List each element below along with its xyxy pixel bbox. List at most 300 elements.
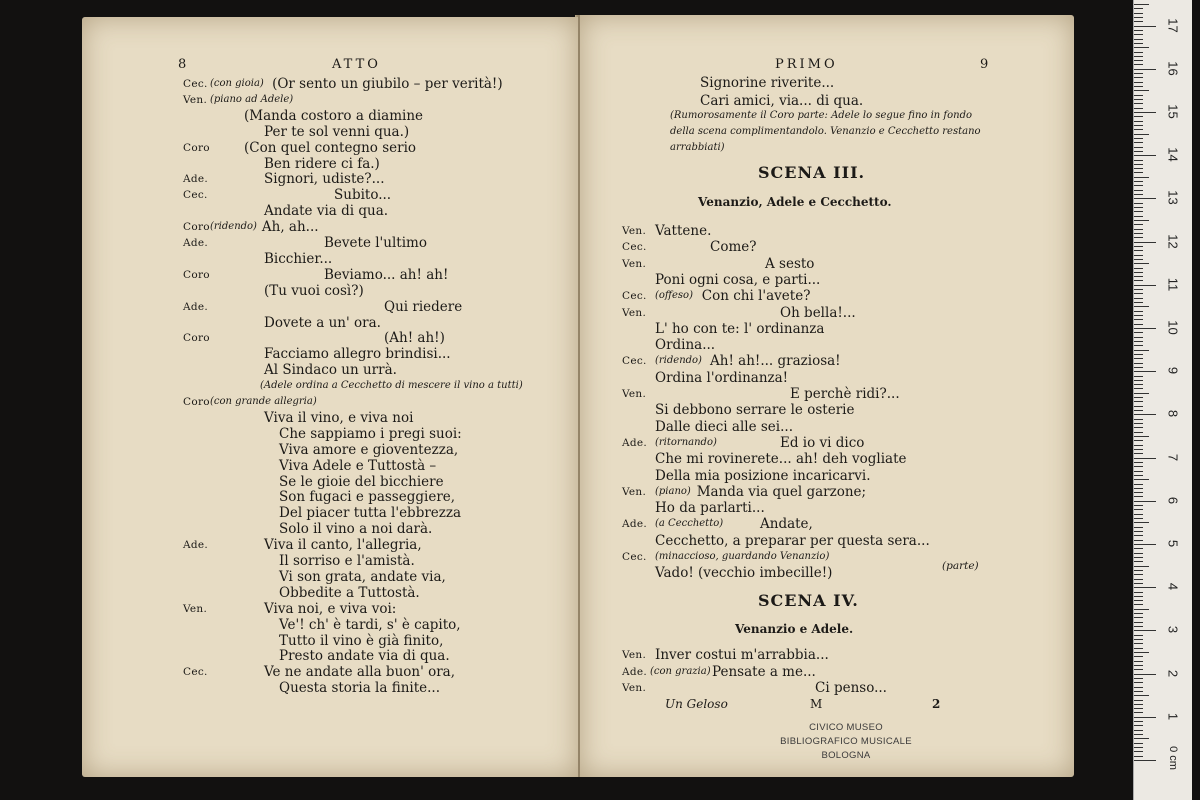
ruler-tick [1134,432,1143,433]
ruler-tick [1134,73,1143,74]
ruler-tick [1134,613,1143,614]
verse-line: Facciamo allegro brindisi... [264,346,451,363]
ruler-tick [1134,363,1143,364]
ruler-tick [1134,151,1143,152]
verse-line: Viva il vino, e viva noi [264,409,414,426]
ruler-tick [1134,380,1143,381]
speaker-label: Ade. [183,539,209,552]
ruler-tick [1134,574,1143,575]
ruler-tick [1134,678,1143,679]
ruler-tick [1134,509,1143,510]
stage-direction-line-3: arrabbiati) [670,142,725,153]
verse-line: Vattene. [655,223,712,239]
ruler-tick [1134,168,1143,169]
stage-direction-line-2: della scena complimentandolo. Venanzio e Cecchetto restano [670,126,981,137]
verse-line: Per te sol venni qua.) [264,123,410,140]
ruler-tick [1134,95,1143,96]
ruler-tick [1134,557,1143,558]
ruler-tick [1134,479,1149,480]
ruler-tick [1134,21,1143,22]
ruler-tick [1134,4,1149,5]
ruler-tick [1134,738,1149,739]
speaker-label: Coro [183,396,210,408]
ruler-tick [1134,540,1143,541]
ruler-tick [1134,43,1143,44]
ruler-tick [1134,255,1143,256]
ruler-tick [1134,561,1143,562]
measurement-ruler [1133,0,1192,800]
ruler-tick [1134,427,1143,428]
verse-line: Con chi l'avete? [701,288,811,305]
ruler-tick [1134,39,1143,40]
ruler-tick [1134,630,1156,631]
verse-line: Oh bella!... [780,304,856,321]
verse-line: Viva Adele e Tuttostà – [279,457,437,474]
verse-line: Pensate a me... [712,663,816,680]
scene-3-cast: Venanzio, Adele e Cecchetto. [698,195,892,209]
ruler-tick [1134,315,1143,316]
ruler-tick [1134,246,1143,247]
running-header-left: ATTO [332,57,381,72]
ruler-tick [1134,760,1156,761]
ruler-tick [1134,626,1143,627]
verse-line: Beviamo... ah! ah! [324,266,449,283]
left-page [82,17,578,777]
ruler-tick [1134,134,1149,135]
ruler-tick [1134,743,1143,744]
ruler-tick [1134,138,1143,139]
scene-4-cast: Venanzio e Adele. [735,622,854,636]
verse-line: (Or sento un giubilo – per verità!) [272,76,503,92]
ruler-tick [1134,600,1143,601]
speaker-label: Ven. [183,93,208,106]
ruler-tick [1134,639,1143,640]
ruler-tick [1134,30,1143,31]
ruler-tick [1134,393,1149,394]
stage-direction: (con gioia) [210,78,264,89]
ruler-tick [1134,691,1143,692]
speaker-label: Cec. [622,241,647,254]
ruler-tick [1134,484,1143,485]
ruler-tick [1134,518,1143,519]
ruler-tick [1134,354,1143,355]
ruler-tick [1134,622,1143,623]
ruler-tick [1134,704,1143,705]
verse-line: Viva amore e gioventezza, [279,441,459,458]
ruler-number: 9 [1165,367,1181,375]
ruler-tick [1134,311,1143,312]
ruler-tick [1134,730,1143,731]
stage-direction: (offeso) [655,290,693,302]
speaker-label: Ade. [183,237,209,249]
ruler-tick [1134,445,1143,446]
verse-line: Cecchetto, a preparar per questa sera... [655,532,930,549]
ruler-tick [1134,242,1156,243]
ruler-tick [1134,237,1143,238]
stage-direction: (ridendo) [655,355,702,367]
verse-line: Viva noi, e viva voi: [264,600,397,617]
ruler-tick [1134,47,1149,48]
page-number-right: 9 [980,57,992,72]
verse-line: Ve'! ch' è tardi, s' è capito, [279,616,461,633]
ruler-tick [1134,453,1143,454]
speaker-label: Ven. [622,306,647,319]
verse-line: Si debbono serrare le osterie [655,402,855,419]
ruler-number: 13 [1165,190,1181,206]
ruler-tick [1134,203,1143,204]
ruler-tick [1134,652,1149,653]
stage-direction: (Adele ordina a Cecchetto di mescere il vino a tutti) [260,380,523,392]
speaker-label: Coro [183,268,210,281]
ruler-tick [1134,579,1143,580]
verse-line: Vi son grata, andate via, [279,568,446,585]
ruler-tick [1134,570,1143,571]
page-number-left: 8 [178,57,190,72]
verse-line: Bevete l'ultimo [324,235,427,251]
stamp-line-1: CIVICO MUSEO [809,722,883,733]
running-header-right: PRIMO [775,57,838,72]
ruler-tick [1134,194,1143,195]
ruler-tick [1134,298,1143,299]
speaker-label: Ven. [622,225,647,237]
ruler-tick [1134,604,1143,605]
verse-line: Del piacer tutta l'ebbrezza [279,505,462,522]
ruler-number: 6 [1165,496,1181,504]
ruler-tick [1134,155,1156,156]
ruler-tick [1134,419,1143,420]
ruler-number: 4 [1165,583,1181,591]
ruler-tick [1134,609,1149,610]
verse-line: (Manda costoro a diamine [244,107,424,124]
ruler-number: 8 [1165,410,1181,418]
ruler-tick [1134,289,1143,290]
ruler-tick [1134,125,1143,126]
ruler-tick [1134,211,1143,212]
verse-line: Dovete a un' ora. [264,314,381,331]
ruler-number: 12 [1165,233,1181,249]
ruler-tick [1134,751,1143,752]
ruler-tick [1134,656,1143,657]
ruler-tick [1134,756,1143,757]
speaker-label: Ade. [622,436,648,449]
ruler-tick [1134,371,1156,372]
verse-line: Ordina... [655,337,716,354]
ruler-tick [1134,302,1143,303]
ruler-tick [1134,531,1143,532]
verse-line: Dalle dieci alle sei... [655,418,793,435]
verse-line: A sesto [765,255,815,272]
ruler-tick [1134,535,1143,536]
ruler-tick [1134,553,1143,554]
ruler-tick [1134,345,1143,346]
speaker-label: Ven. [622,485,647,498]
ruler-tick [1134,440,1143,441]
verse-line: (Con quel contegno serio [244,139,417,156]
verse-line: Se le gioie del bicchiere [279,473,444,490]
verse-line: Questa storia la finite... [279,680,440,697]
ruler-tick [1134,367,1143,368]
stage-direction: (a Cecchetto) [655,518,724,530]
verse-line: E perchè ridi?... [790,386,900,402]
verse-line: Inver costui m'arrabbia... [655,647,829,663]
ruler-tick [1134,13,1143,14]
ruler-tick [1134,462,1143,463]
ruler-tick [1134,332,1143,333]
ruler-tick [1134,384,1143,385]
verse-line: Vado! (vecchio imbecille!) [655,565,833,582]
ruler-tick [1134,99,1143,100]
verse-line: Tutto il vino è già finito, [279,632,444,649]
speaker-label: Cec. [622,551,647,563]
ruler-tick [1134,397,1143,398]
stage-direction: (con grande allegria) [210,396,317,407]
ruler-tick [1134,64,1143,65]
ruler-tick [1134,501,1156,502]
ruler-tick [1134,147,1143,148]
speaker-label: Ade. [183,173,209,186]
ruler-tick [1134,285,1156,286]
ruler-tick [1134,665,1143,666]
verse-line: Ho da parlarti... [655,500,765,517]
verse-line: Ben ridere ci fa.) [264,155,380,172]
verse-line: Al Sindaco un urrà. [264,362,397,379]
verse-line: Della mia posizione incaricarvi. [655,467,871,484]
ruler-tick [1134,358,1143,359]
ruler-number: 1 [1165,712,1181,720]
ruler-tick [1134,661,1143,662]
ruler-tick [1134,77,1143,78]
ruler-number: 14 [1165,147,1181,162]
ruler-tick [1134,734,1143,735]
ruler-tick [1134,108,1143,109]
ruler-tick [1134,129,1143,130]
speaker-label: Cec. [183,78,208,90]
ruler-unit-label: 0 cm [1167,746,1179,770]
ruler-tick [1134,259,1143,260]
verse-line: (Ah! ah!) [384,330,445,347]
stage-direction-line-1: (Rumorosamente il Coro parte: Adele lo segue fino in fondo [670,110,973,121]
ruler-tick [1134,592,1143,593]
ruler-tick [1134,121,1143,122]
verse-line: Ci penso... [815,680,887,696]
footer-signature: M [810,697,823,711]
verse-line: Solo il vino a noi darà. [279,521,433,538]
ruler-tick [1134,112,1156,113]
ruler-number: 5 [1165,539,1181,548]
speaker-label: Ven. [622,649,647,661]
verse-line: Ah! ah!... graziosa! [710,353,841,370]
speaker-label: Ade. [183,300,209,313]
ruler-tick [1134,233,1143,234]
speaker-label: Ven. [622,388,647,400]
scene-4-title: SCENA IV. [758,591,859,610]
speaker-label: Ade. [622,665,648,678]
speaker-label: Coro [183,221,210,234]
ruler-tick [1134,324,1143,325]
ruler-tick [1134,695,1149,696]
verse-line: Manda via quel garzone; [696,483,867,500]
ruler-tick [1134,82,1143,83]
footer-number: 2 [932,697,941,711]
ruler-tick [1134,708,1143,709]
ruler-tick [1134,566,1149,567]
ruler-tick [1134,475,1143,476]
ruler-tick [1134,712,1143,713]
verse-line: Son fugaci e passeggiere, [279,489,456,506]
ruler-tick [1134,687,1143,688]
ruler-number: 15 [1165,104,1181,119]
ruler-tick [1134,648,1143,649]
verse-line: Andate, [760,516,813,533]
ruler-tick [1134,406,1143,407]
ruler-tick [1134,160,1143,161]
ruler-tick [1134,617,1143,618]
ruler-tick [1134,466,1143,467]
ruler-tick [1134,272,1143,273]
ruler-tick [1134,583,1143,584]
verse-line: Poni ogni cosa, e parti... [655,271,821,288]
ruler-number: 17 [1165,17,1181,33]
ruler-number: 16 [1165,61,1181,76]
speaker-label: Cec. [183,666,208,679]
stage-direction: (minaccioso, guardando Venanzio) [655,551,830,562]
verse-line: Ed io vi dico [780,434,865,451]
verse-line: Signori, udiste?... [264,171,385,188]
ruler-tick [1134,341,1143,342]
speaker-label: Cec. [183,189,208,202]
ruler-tick [1134,229,1143,230]
ruler-tick [1134,293,1143,294]
verse-line: Obbedite a Tuttostà. [279,584,420,601]
ruler-tick [1134,224,1143,225]
ruler-tick [1134,26,1156,27]
ruler-tick [1134,721,1143,722]
verse-line: Il sorriso e l'amistà. [279,553,415,569]
ruler-number: 11 [1165,277,1181,292]
ruler-tick [1134,496,1143,497]
ruler-tick [1134,280,1143,281]
verse-line: L' ho con te: l' ordinanza [655,320,825,337]
ruler-tick [1134,587,1156,588]
ruler-tick [1134,423,1143,424]
ruler-tick [1134,717,1156,718]
ruler-tick [1134,522,1149,523]
stage-direction: (con grazia) [650,665,711,677]
ruler-tick [1134,190,1143,191]
ruler-tick [1134,8,1143,9]
speaker-label: Ven. [622,682,647,694]
ruler-tick [1134,216,1143,217]
speaker-label: Cec. [622,355,647,368]
ruler-tick [1134,458,1156,459]
ruler-tick [1134,337,1143,338]
scene-3-title: SCENA III. [758,163,866,182]
ruler-tick [1134,410,1143,411]
ruler-tick [1134,401,1143,402]
stamp-line-2: BIBLIOGRAFICO MUSICALE [780,736,912,747]
library-stamp [756,721,936,763]
ruler-tick [1134,90,1149,91]
verse-line: Signorine riverite... [700,75,835,91]
verse-line: Presto andate via di qua. [279,648,450,665]
verse-line: Ordina l'ordinanza! [655,369,789,386]
ruler-tick [1134,682,1143,683]
ruler-tick [1134,674,1156,675]
ruler-tick [1134,669,1143,670]
ruler-tick [1134,103,1143,104]
ruler-tick [1134,414,1156,415]
ruler-tick [1134,116,1143,117]
verse-line: Qui riedere [384,298,463,315]
verse-line: Viva il canto, l'allegria, [264,537,422,554]
ruler-tick [1134,181,1143,182]
ruler-tick [1134,268,1143,269]
speaker-label: Ven. [622,257,647,270]
verse-line: Che mi rovinerete... ah! deh vogliate [655,451,907,468]
ruler-tick [1134,207,1143,208]
ruler-tick [1134,319,1143,320]
ruler-tick [1134,643,1143,644]
ruler-tick [1134,635,1143,636]
ruler-number: 3 [1165,626,1181,634]
ruler-tick [1134,747,1143,748]
ruler-tick [1134,548,1143,549]
verse-line: Bicchier... [264,250,333,267]
speaker-label: Cec. [622,290,647,303]
ruler-number: 10 [1165,320,1181,335]
ruler-tick [1134,306,1149,307]
stamp-line-3: BOLOGNA [821,750,871,761]
ruler-tick [1134,142,1143,143]
verse-line: Cari amici, via... di qua. [700,93,864,109]
ruler-tick [1134,52,1143,53]
stage-direction: (ritornando) [655,436,717,448]
ruler-tick [1134,436,1149,437]
ruler-tick [1134,544,1156,545]
ruler-tick [1134,350,1149,351]
speaker-label: Coro [183,332,210,345]
ruler-tick [1134,177,1149,178]
ruler-tick [1134,276,1143,277]
ruler-tick [1134,492,1143,493]
ruler-number: 2 [1165,669,1181,677]
stage-direction: (piano) [655,485,691,497]
speaker-label: Coro [183,141,210,154]
ruler-tick [1134,514,1143,515]
ruler-tick [1134,596,1143,597]
ruler-tick [1134,328,1156,329]
ruler-tick [1134,527,1143,528]
ruler-tick [1134,172,1143,173]
footer-title: Un Geloso [665,697,728,711]
stage-direction: (piano ad Adele) [210,93,294,105]
ruler-tick [1134,198,1156,199]
ruler-tick [1134,69,1156,70]
verse-line: (Tu vuoi così?) [264,282,364,299]
verse-line: Ah, ah... [261,219,319,236]
verse-line: Ve ne andate alla buon' ora, [264,664,456,681]
ruler-tick [1134,376,1143,377]
ruler-number: 7 [1165,453,1181,461]
ruler-tick [1134,505,1143,506]
ruler-tick [1134,449,1143,450]
exit-note: (parte) [942,560,979,572]
verse-line: Che sappiamo i pregi suoi: [279,425,462,442]
ruler-tick [1134,34,1143,35]
ruler-tick [1134,488,1143,489]
ruler-tick [1134,17,1143,18]
ruler-tick [1134,185,1143,186]
